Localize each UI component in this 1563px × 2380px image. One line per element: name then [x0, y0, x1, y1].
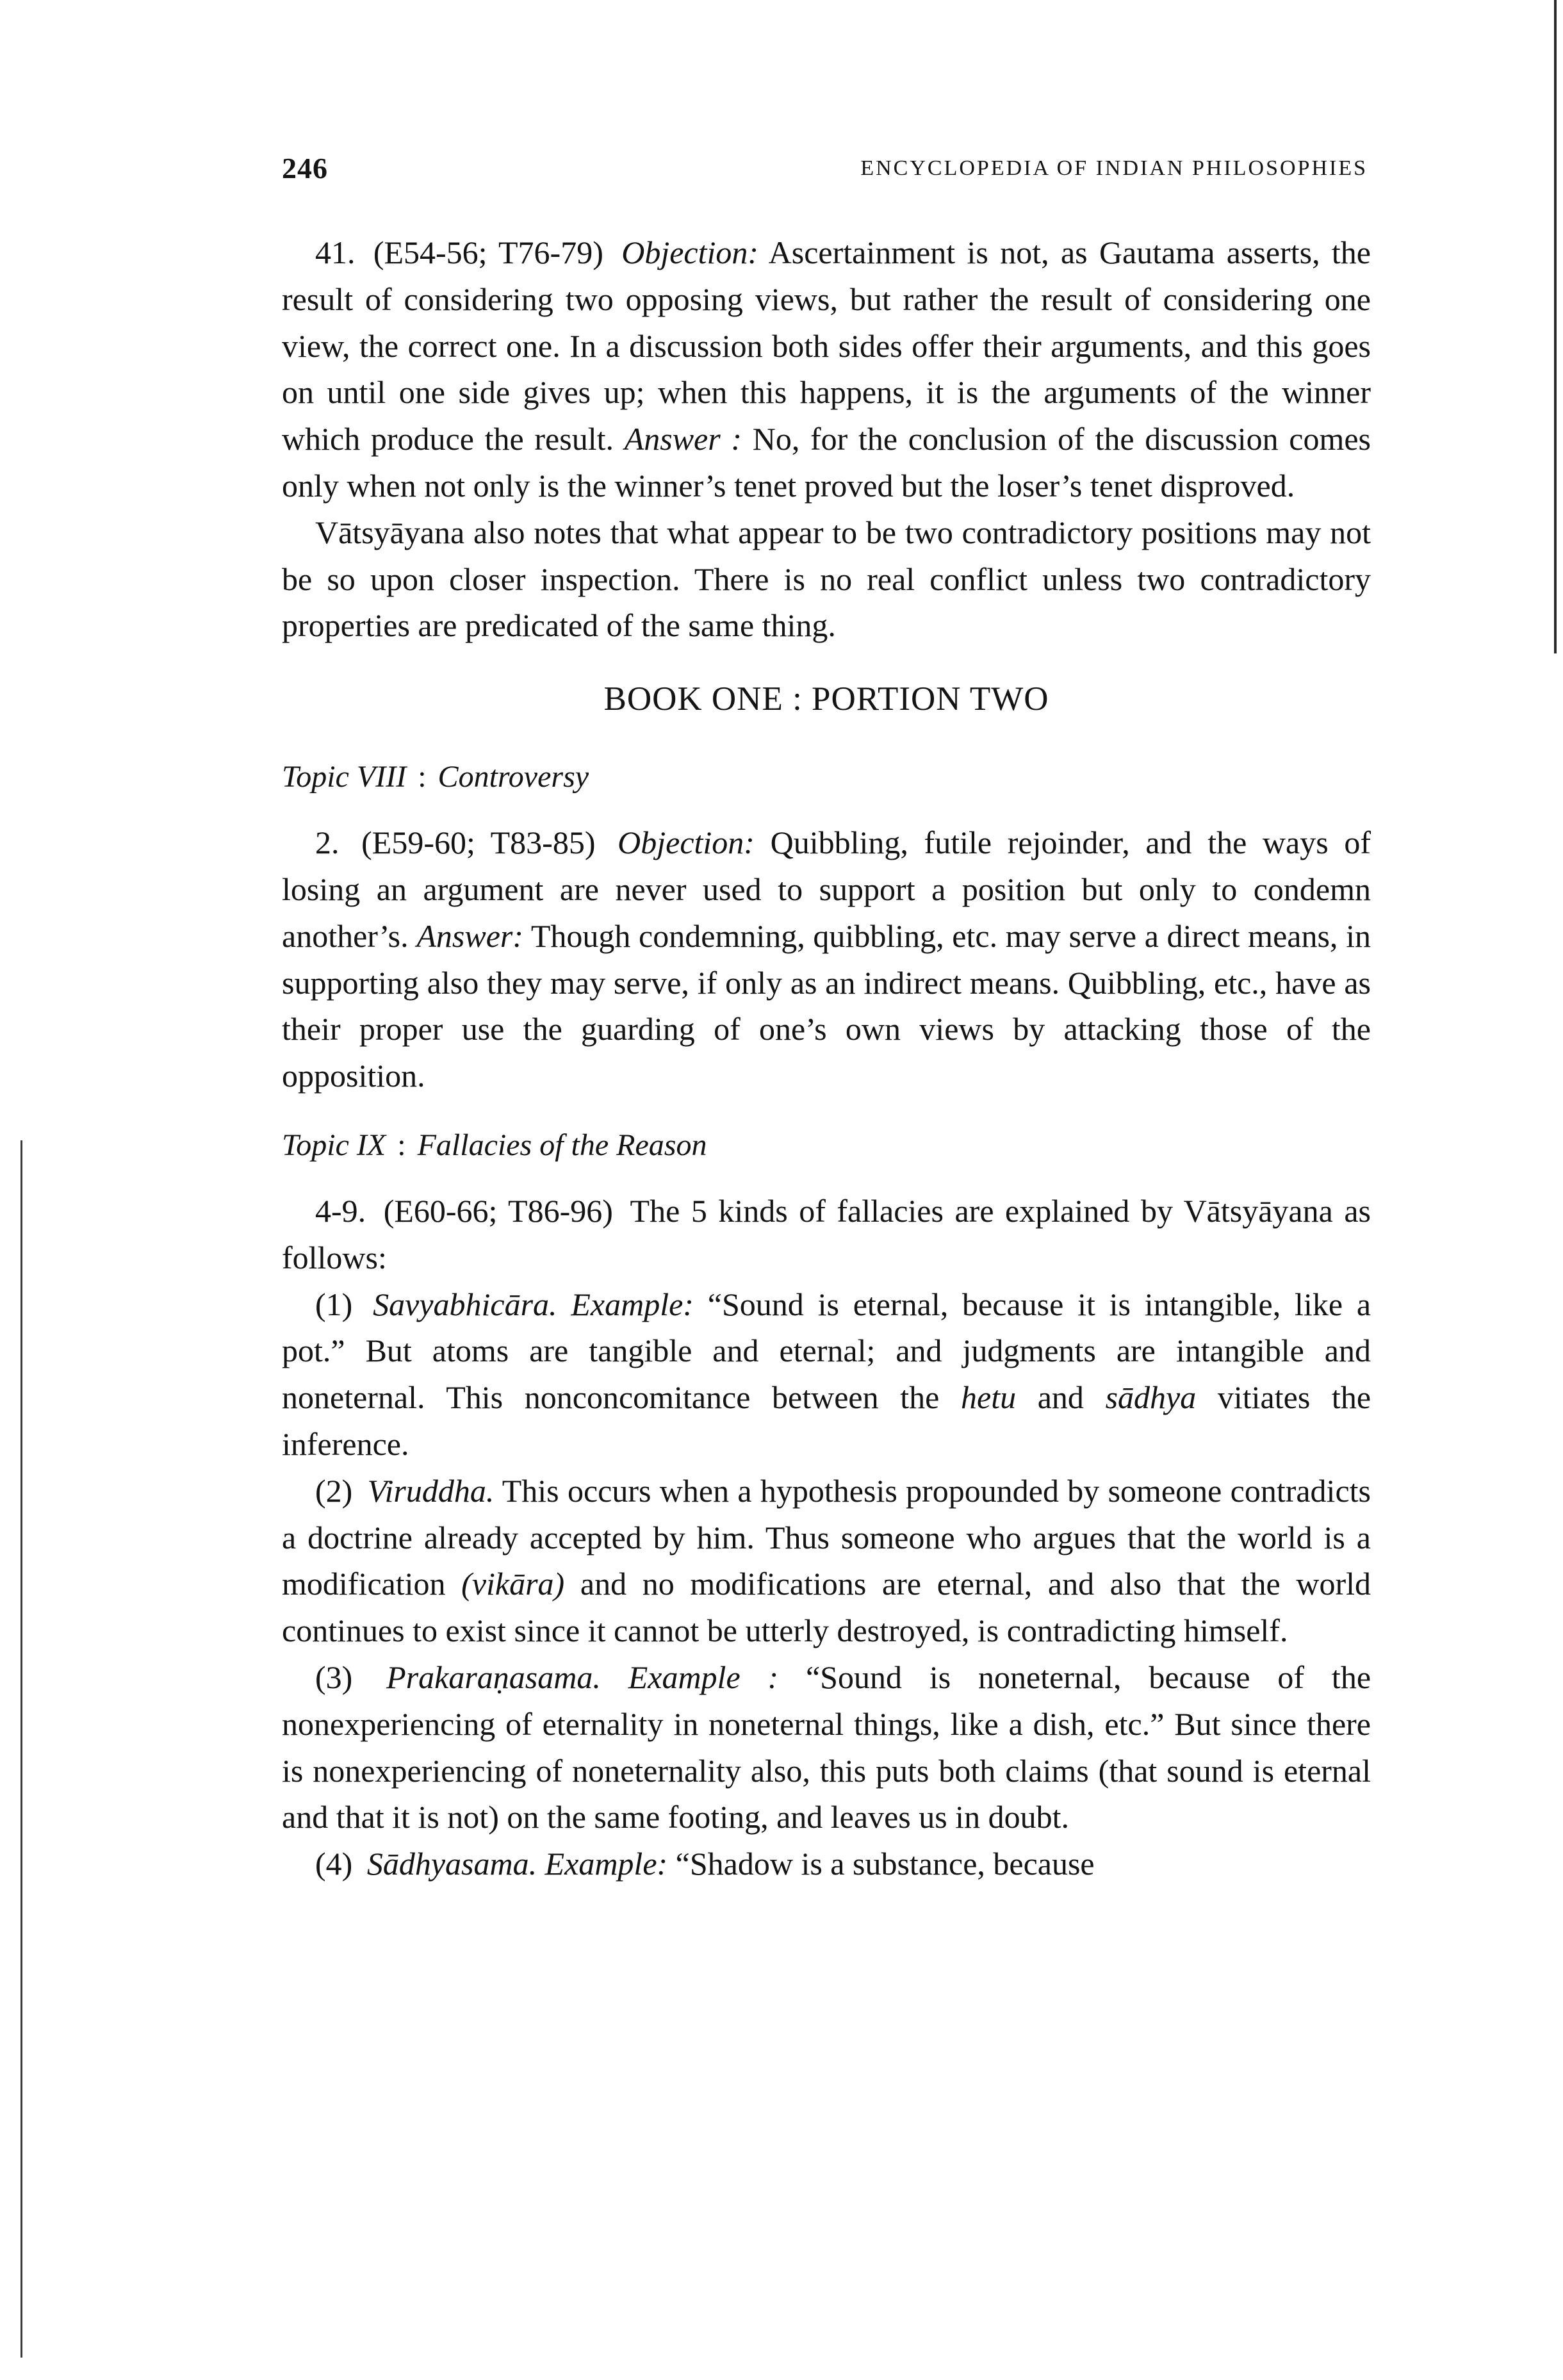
objection-label: Objection: [621, 234, 759, 270]
term-sadhya: sādhya [1105, 1379, 1197, 1416]
fallacy-text-end: and no modifications are eternal, and also that the world continues to exist since it cannot be utterly destroyed, is contradicting himself. [282, 1566, 1371, 1649]
fallacy-term: Prakaraṇasama. [386, 1659, 601, 1695]
fallacy-1 [282, 1281, 1371, 1468]
scan-edge-right [1554, 0, 1557, 653]
answer-label: Answer : [624, 421, 742, 457]
objection-label: Objection: [618, 825, 755, 861]
running-title: ENCYCLOPEDIA OF INDIAN PHILOSOPHIES [860, 156, 1368, 180]
page-number: 246 [282, 152, 328, 185]
topic-label: Topic IX [282, 1128, 386, 1162]
fallacy-text-conjunction: and [1037, 1379, 1084, 1416]
fallacy-term: Viruddha. [367, 1472, 495, 1509]
fallacy-number: (1) [315, 1286, 353, 1322]
reference: (E60-66; T86-96) [383, 1192, 613, 1229]
paragraph-number: 4-9. [315, 1192, 366, 1229]
topic-title: Fallacies of the Reason [417, 1128, 707, 1162]
paragraph-4-9 [282, 1188, 1371, 1281]
answer-label: Answer: [416, 917, 523, 954]
section-heading: BOOK ONE : PORTION TWO [603, 680, 1049, 718]
fallacy-text-end: vitiates the inference. [282, 1379, 1371, 1462]
spacer [282, 1099, 1371, 1122]
term-vikara: (vikāra) [461, 1566, 565, 1602]
fallacy-number: (2) [315, 1472, 353, 1509]
scan-edge-left [20, 1140, 22, 2358]
answer-text: Though condemning, quibbling, etc. may serve a direct means, in supporting also they may serve, if only as an indirect means. Quibbling, etc., have as their proper use the guarding of one’s own views by attacking those of the opposition. [282, 917, 1371, 1094]
fallacy-term: Savyabhicāra. [373, 1286, 557, 1322]
paragraph-vatsyayana-note: Vātsyāyana also notes that what appear to be two contradictory positions may not be so upon closer inspection. There is no real conflict unless two contradictory properties are predicated of the same thing. [282, 514, 1371, 644]
objection-text: Ascertainment is not, as Gautama asserts, the result of considering two opposing views, but rather the result of considering one view, the correct one. In a discussion both sides offer their arguments, and this goes on until one side gives up; when this happens, it is the arguments of the winner which produce the result. [282, 234, 1371, 457]
paragraph-text: The 5 kinds of fallacies are explained by Vātsyāyana as follows: [282, 1192, 1371, 1276]
topic-heading-ix [282, 1122, 1371, 1169]
topic-separator: : [397, 1128, 406, 1162]
fallacy-text: “Shadow is a substance, because [675, 1846, 1095, 1882]
topic-title: Controversy [438, 760, 589, 794]
topic-separator: : [418, 760, 427, 794]
fallacy-term: Sādhyasama. [366, 1846, 537, 1882]
reference: (E54-56; T76-79) [373, 234, 603, 270]
topic-heading-viii [282, 754, 1371, 800]
fallacy-2 [282, 1468, 1371, 1654]
answer-text: No, for the conclusion of the discussion comes only when not only is the winner’s tenet proved but the loser’s tenet disproved. [282, 421, 1371, 504]
page-header [282, 151, 1368, 196]
example-label: Example : [628, 1659, 779, 1695]
fallacy-text: This occurs when a hypothesis propounded by someone contradicts a doctrine already accepted by him. Thus someone who argues that the world is a modification [282, 1472, 1371, 1602]
topic-label: Topic VIII [282, 760, 407, 794]
fallacy-number: (3) [315, 1659, 353, 1695]
fallacy-3 [282, 1654, 1371, 1841]
paragraph-41 [282, 229, 1371, 509]
example-label: Example: [571, 1286, 694, 1322]
paragraph-number: 41. [315, 234, 356, 270]
example-label: Example: [544, 1846, 668, 1882]
body-text [282, 229, 1371, 1887]
fallacy-4 [282, 1841, 1371, 1887]
reference: (E59-60; T83-85) [361, 825, 596, 861]
fallacy-text: “Sound is eternal, because it is intangible, like a pot.” But atoms are tangible and eternal; and judgments are intangible and noneternal. This nonconcomitance between the [282, 1286, 1371, 1416]
term-hetu: hetu [961, 1379, 1017, 1416]
objection-text: Quibbling, futile rejoinder, and the ways of losing an argument are never used to support a position but only to condemn another’s. [282, 825, 1371, 954]
paragraph-2 [282, 819, 1371, 1099]
paragraph-number: 2. [315, 825, 340, 861]
fallacy-text: “Sound is noneternal, because of the nonexperiencing of eternality in noneternal things, like a dish, etc.” But since there is nonexperiencing of noneternality also, this puts both claims (that sound is eternal and that it is not) on the same footing, and leaves us in doubt. [282, 1659, 1371, 1835]
fallacy-number: (4) [315, 1846, 353, 1882]
